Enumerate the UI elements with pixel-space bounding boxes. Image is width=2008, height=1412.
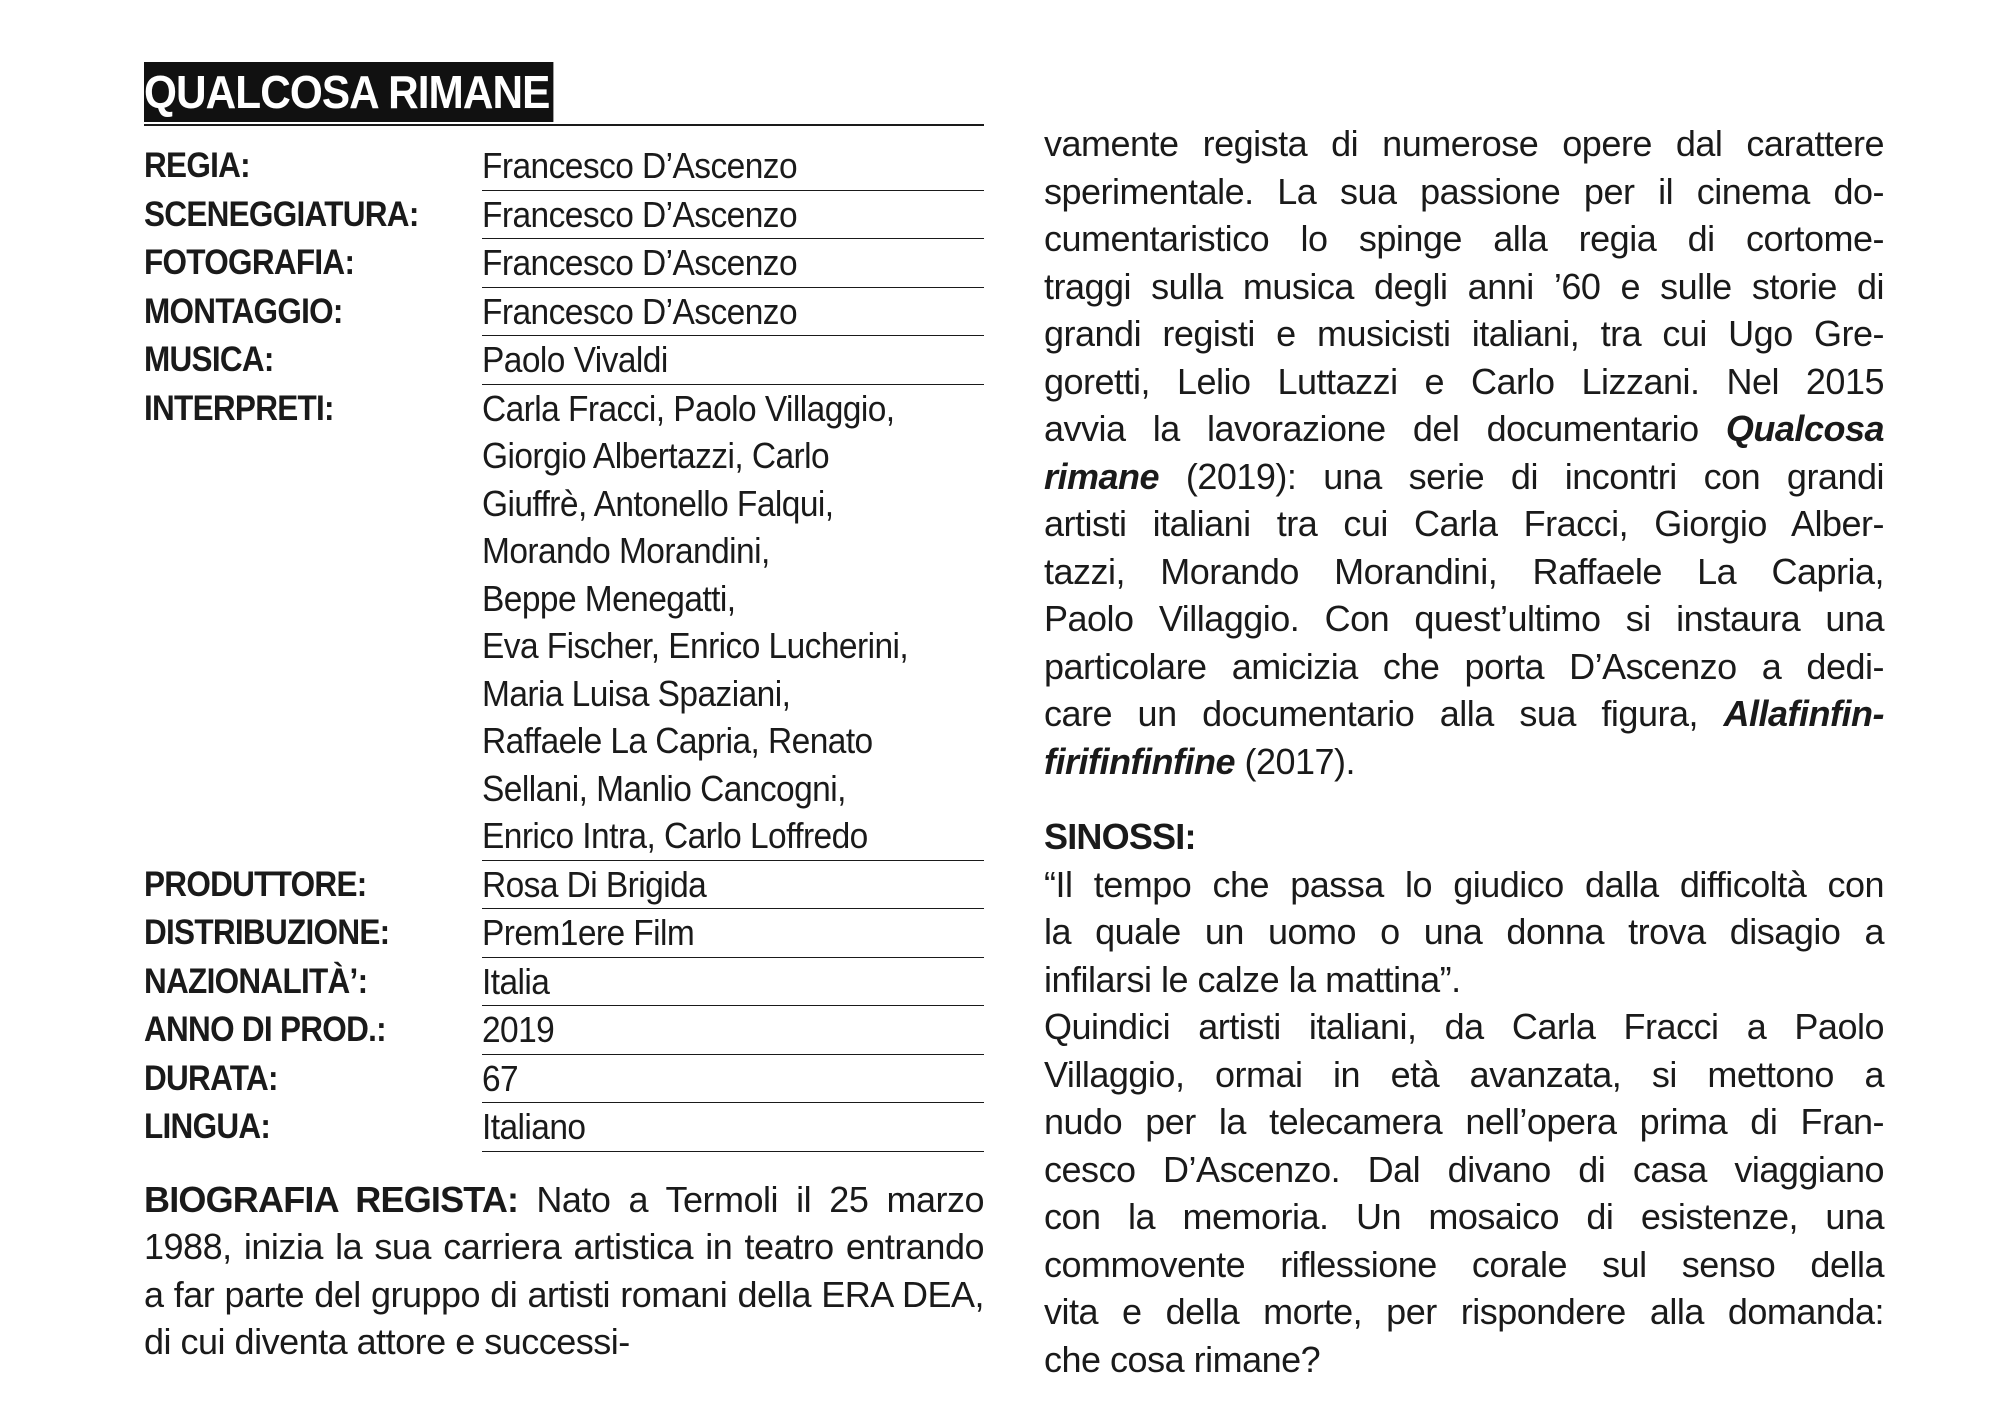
- credit-label: NAZIONALITÀ’:: [144, 961, 368, 1001]
- credit-label: INTERPRETI:: [144, 388, 334, 428]
- film-title: Qualcosa: [1725, 408, 1884, 449]
- credit-value-line: Giorgio Albertazzi, Carlo: [482, 435, 830, 476]
- credit-value-line: Francesco D’Ascenzo: [482, 145, 798, 186]
- credit-value: [482, 336, 984, 385]
- bio-text: (2017).: [1234, 740, 1356, 782]
- credit-value-line: Eva Fischer, Enrico Lucherini,: [482, 625, 909, 666]
- bio-text: care un documentario alla sua figura,: [1044, 693, 1724, 734]
- credit-row: [144, 288, 984, 337]
- film-title: firifinfinfine: [1044, 740, 1235, 782]
- bio-label: BIOGRAFIA REGISTA:: [144, 1178, 519, 1220]
- sinossi-line: “Il tempo che passa lo giudico dalla difficoltà con: [1044, 863, 1884, 905]
- bio-line: [1044, 405, 1884, 453]
- credit-label: DISTRIBUZIONE:: [144, 913, 390, 952]
- credit-value: [482, 1103, 984, 1152]
- right-column: [1044, 120, 1884, 1383]
- sinossi-paragraph: [1044, 861, 1884, 1384]
- credit-row: [144, 861, 984, 910]
- bio-line: vamente regista di numerose opere dal carattere: [1044, 123, 1884, 164]
- credit-value-line: Prem1ere Film: [482, 912, 695, 953]
- film-title: rimane: [1044, 455, 1160, 497]
- sinossi-line: commovente riflessione corale sul senso della: [1044, 1243, 1884, 1285]
- bio-paragraph-start: [144, 1176, 984, 1366]
- sinossi-line: vita e della morte, per rispondere alla domanda:: [1044, 1291, 1884, 1332]
- credit-value: [482, 191, 984, 240]
- sinossi-line: cesco D’Ascenzo. Dal divano di casa viaggiano: [1044, 1148, 1884, 1190]
- bio-line: artisti italiani tra cui Carla Fracci, Giorgio Alber-: [1044, 503, 1884, 544]
- credit-value: [482, 142, 984, 191]
- left-column: [144, 62, 984, 1366]
- credits-table: [144, 142, 984, 1152]
- credit-value: [482, 861, 984, 910]
- bio-line: Paolo Villaggio. Con quest’ultimo si instaura una: [1044, 598, 1884, 639]
- credit-value-line: Beppe Menegatti,: [482, 577, 736, 619]
- credit-value: [482, 958, 984, 1007]
- bio-text: avvia la lavorazione del documentario: [1044, 408, 1726, 449]
- credit-value-line: Giuffrè, Antonello Falqui,: [482, 482, 834, 524]
- credit-row: [144, 385, 984, 861]
- film-title: Allafinfin-: [1723, 693, 1884, 734]
- credit-value-line: Enrico Intra, Carlo Loffredo: [482, 815, 868, 856]
- sinossi-line: Quindici artisti italiani, da Carla Fracci a Paolo: [1044, 1006, 1884, 1047]
- credit-value-line: Francesco D’Ascenzo: [482, 242, 798, 283]
- bio-paragraph-continued: [1044, 120, 1884, 785]
- credit-row: [144, 239, 984, 288]
- credit-label: DURATA:: [144, 1058, 278, 1098]
- credit-value-line: Carla Fracci, Paolo Villaggio,: [482, 387, 895, 429]
- credit-row: [144, 958, 984, 1007]
- credit-row: [144, 1103, 984, 1152]
- credit-label: REGIA:: [144, 146, 250, 185]
- credit-value-line: Rosa Di Brigida: [482, 863, 707, 905]
- bio-line: tazzi, Morando Morandini, Raffaele La Capria,: [1044, 550, 1884, 592]
- bio-line: grandi registi e musicisti italiani, tra cui Ugo Gre-: [1044, 313, 1884, 354]
- sinossi-line: la quale un uomo o una donna trova disagio a: [1044, 911, 1884, 952]
- credit-row: [144, 1006, 984, 1055]
- sinossi-line: nudo per la telecamera nell’opera prima di Fran-: [1044, 1101, 1884, 1142]
- credit-value-line: Francesco D’Ascenzo: [482, 290, 798, 332]
- bio-line: [1044, 738, 1884, 786]
- bio-line: [1044, 453, 1884, 501]
- sinossi-label: SINOSSI:: [1044, 816, 1196, 857]
- credit-label: SCENEGGIATURA:: [144, 194, 419, 234]
- credit-label: MONTAGGIO:: [144, 291, 343, 331]
- credit-row: [144, 191, 984, 240]
- credit-label: PRODUTTORE:: [144, 864, 367, 904]
- bio-line: goretti, Lelio Luttazzi e Carlo Lizzani. Nel 2015: [1044, 360, 1884, 402]
- credit-value: [482, 288, 984, 337]
- credit-row: [144, 142, 984, 191]
- credit-value-line: Maria Luisa Spaziani,: [482, 672, 791, 714]
- sinossi-line: con la memoria. Un mosaico di esistenze, una: [1044, 1196, 1884, 1237]
- bio-line: cumentaristico lo spinge alla regia di cortome-: [1044, 218, 1884, 259]
- credit-value-line: Morando Morandini,: [482, 530, 770, 571]
- credit-row: [144, 336, 984, 385]
- credit-value-line: Sellani, Manlio Cancogni,: [482, 767, 846, 809]
- credit-label: ANNO DI PROD.:: [144, 1010, 386, 1049]
- credit-value-line: 2019: [482, 1009, 555, 1050]
- credit-value-line: 67: [482, 1057, 519, 1099]
- page-title: QUALCOSA RIMANE: [144, 62, 553, 122]
- credit-value: [482, 909, 984, 958]
- credit-value: [482, 1055, 984, 1104]
- credit-value: [482, 239, 984, 288]
- bio-text: (2019): una serie di incontri con grandi: [1159, 455, 1884, 497]
- credit-value-line: Italiano: [482, 1106, 586, 1147]
- credit-label: FOTOGRAFIA:: [144, 243, 355, 282]
- bio-text-left: Nato a Termoli il 25 marzo 1988, inizia la sua carriera artistica in teatro entrando a far parte del gruppo di artisti romani della ERA DEA, di cui diventa attore e successi-: [144, 1178, 984, 1362]
- bio-line: traggi sulla musica degli anni ’60 e sulle storie di: [1044, 265, 1884, 307]
- bio-line: [1044, 690, 1884, 738]
- bio-line: particolare amicizia che porta D’Ascenzo a dedi-: [1044, 645, 1884, 687]
- credit-value-line: Raffaele La Capria, Renato: [482, 720, 873, 761]
- credit-value-line: Francesco D’Ascenzo: [482, 193, 798, 235]
- credit-value: [482, 1006, 984, 1055]
- title-bar: [144, 62, 984, 126]
- credit-row: [144, 1055, 984, 1104]
- bio-line: sperimentale. La sua passione per il cinema do-: [1044, 170, 1884, 212]
- credit-row: [144, 909, 984, 958]
- sinossi-line: infilarsi le calze la mattina”.: [1044, 958, 1461, 1000]
- credit-label: LINGUA:: [144, 1107, 271, 1146]
- credit-label: MUSICA:: [144, 340, 274, 379]
- credit-value-line: Paolo Vivaldi: [482, 339, 668, 380]
- sinossi-line: che cosa rimane?: [1044, 1338, 1321, 1380]
- sinossi-line: Villaggio, ormai in età avanzata, si mettono a: [1044, 1053, 1884, 1095]
- credit-value: [482, 385, 984, 861]
- credit-value-line: Italia: [482, 960, 550, 1002]
